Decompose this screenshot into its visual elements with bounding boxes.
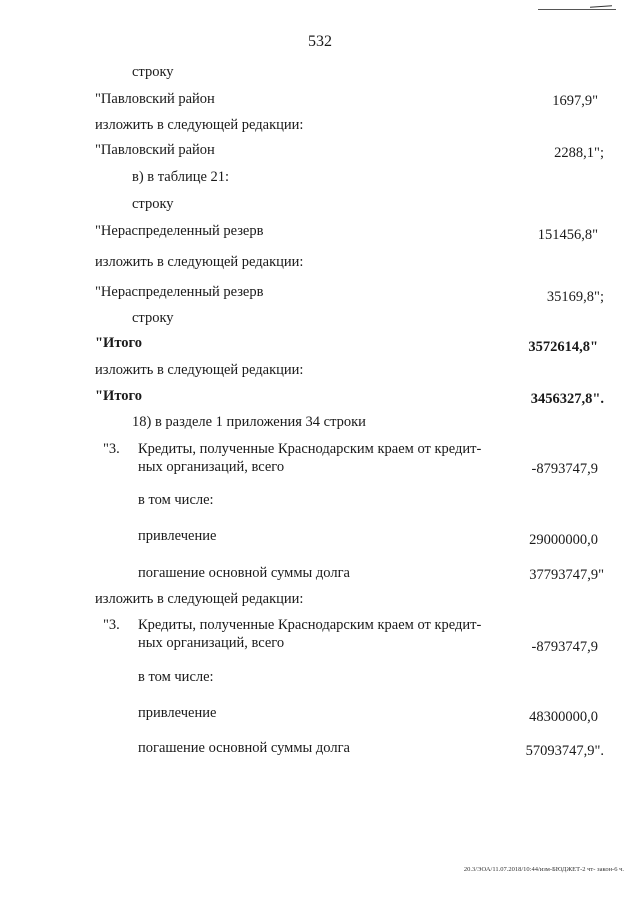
row-label: "Павловский район (95, 142, 215, 158)
row-label: "Нераспределенный резерв (95, 284, 264, 300)
page-number: 532 (308, 33, 332, 50)
text-line: изложить в следующей редакции: (95, 117, 304, 133)
text-line: в) в таблице 21: (132, 169, 230, 185)
row-value: 48300000,0 (529, 709, 598, 725)
row-value: -8793747,9 (531, 461, 598, 477)
row-label: "Нераспределенный резерв (95, 223, 264, 239)
row-value: 35169,8"; (546, 289, 604, 305)
row-label: привлечение (138, 528, 217, 544)
item-text-line2: ных организаций, всего (138, 459, 285, 475)
row-label: погашение основной суммы долга (138, 740, 350, 756)
text-line: 18) в разделе 1 приложения 34 строки (132, 414, 366, 430)
row-value: 151456,8" (537, 227, 598, 243)
row-label: "Павловский район (95, 91, 215, 107)
corner-line (538, 9, 616, 10)
item-text-line2: ных организаций, всего (138, 635, 285, 651)
row-value-total: 3456327,8". (530, 391, 604, 407)
item-text-line1: Кредиты, полученные Краснодарским краем от кредит- (138, 441, 482, 457)
item-number: "3. (103, 441, 120, 457)
corner-mark (590, 5, 612, 8)
row-value: 2288,1"; (554, 145, 604, 161)
document-footer: 20.3/ЭОА/11.07.2018/10:44/изм-БЮДЖЕТ-2 чт- закон-6 ч. (463, 866, 624, 873)
row-value: 57093747,9". (525, 743, 604, 759)
row-label-total: "Итого (95, 388, 142, 404)
row-label-total: "Итого (95, 335, 142, 351)
row-label: погашение основной суммы долга (138, 565, 350, 581)
row-label: привлечение (138, 705, 217, 721)
row-value: 37793747,9" (529, 567, 604, 583)
text-line: в том числе: (138, 669, 214, 685)
item-number: "3. (103, 617, 120, 633)
row-value-total: 3572614,8" (528, 339, 598, 355)
text-line: изложить в следующей редакции: (95, 362, 304, 378)
item-text-line1: Кредиты, полученные Краснодарским краем от кредит- (138, 617, 482, 633)
text-line: изложить в следующей редакции: (95, 591, 304, 607)
row-value: 29000000,0 (529, 532, 598, 548)
text-line: изложить в следующей редакции: (95, 254, 304, 270)
row-value: -8793747,9 (531, 639, 598, 655)
text-line: строку (132, 196, 174, 212)
text-line: в том числе: (138, 492, 214, 508)
row-value: 1697,9" (552, 93, 598, 109)
text-line: строку (132, 64, 174, 80)
text-line: строку (132, 310, 174, 326)
